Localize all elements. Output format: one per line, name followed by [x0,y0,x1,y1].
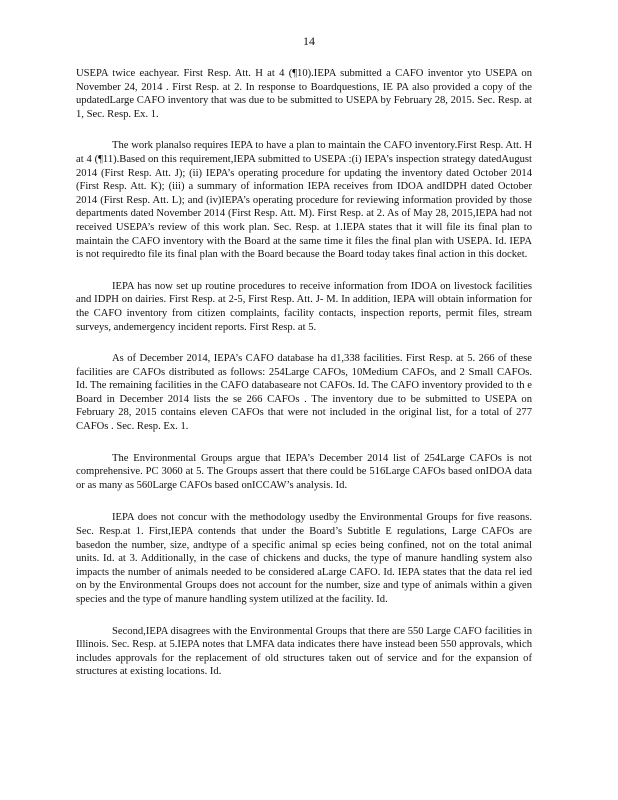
paragraph-routine-procedures: IEPA has now set up routine procedures to receive information from IDOA on livestock facilities and IDPH on dairies. First Resp. at 2-5, First Resp. Att. J- M. In addition, IEPA will obtain information for the CAFO inventory from citizen complaints, facility contacts, inspection reports, permit files, stream surveys, andemergency incident reports. First Resp. at 5. [76,280,532,333]
paragraph-work-plan: The work planalso requires IEPA to have a plan to maintain the CAFO inventory.First Resp. Att. H at 4 (¶11).Based on this requirement,IEPA submitted to USEPA :(i) IEPA’s inspection strategy datedAugust 2014 (First Resp. Att. J); (ii) IEPA’s operating procedure for updating the inventory dated October 2014 (First Resp. Att. K); (iii) a summary of information IEPA receives from IDOA andIDPH dated October 2014 (First Resp. Att. L); and (iv)IEPA’s operating procedure for reviewing information provided by those departments dated November 2014 (First Resp. Att. M). First Resp. at 2. As of May 28, 2015,IEPA had not received USEPA’s review of this work plan. Sec. Resp. at 1.IEPA states that it will file its final plan to maintain the CAFO inventory with the Board at the same time it files the final plan with USEPA. Id. IEPA is not requiredto file its final plan with the Board because the Board today takes final action in this docket. [76,140,532,261]
paragraph-methodology-disagreement: IEPA does not concur with the methodology usedby the Environmental Groups for five reasons. Sec. Resp.at 1. First,IEPA contends that under the Board’s Subtitle E regulations, Large CAFOs are basedon the number, size, andtype of a specific animal sp ecies being confined, not on the total animal units. Id. at 3. Additionally, in the case of chickens and ducks, the type of manure handling system also impacts the number of animals needed to be considered aLarge CAFO. Id. IEPA states that the data rel ied on by the Environmental Groups does not account for the number, size and type of animals within a given species and the type of manure handling system utilized at the facility. Id. [76,512,532,605]
paragraph-environmental-groups-argument: The Environmental Groups argue that IEPA’s December 2014 list of 254Large CAFOs is not comprehensive. PC 3060 at 5. The Groups assert that there could be 516Large CAFOs based onIDOA data or as many as 560Large CAFOs based onICCAW’s analysis. Id. [76,452,532,491]
paragraph-cafo-database: As of December 2014, IEPA’s CAFO database ha d1,338 facilities. First Resp. at 5. 266 of these facilities are CAFOs distributed as follows: 254Large CAFOs, 10Medium CAFOs, and 2 Small CAFOs. Id. The remaining facilities in the CAFO databaseare not CAFOs. Id. The CAFO inventory provided to th e Board in December 2014 lists the se 266 CAFOs . The inventory due to be submitted to USEPA on February 28, 2015 contains eleven CAFOs that were not included in the original list, for a total of 277 CAFOs . Sec. Resp. Ex. 1. [76,353,532,433]
paragraph-usepa-inventory-submission: USEPA twice eachyear. First Resp. Att. H at 4 (¶10).IEPA submitted a CAFO inventor yto USEPA on November 24, 2014 . First Resp. at 2. In response to Boardquestions, IE PA also provided a copy of the updatedLarge CAFO inventory that was due to be submitted to USEPA by February 28, 2015. Sec. Resp. at 1, Sec. Resp. Ex. 1. [76,68,532,120]
document-body [76,67,532,696]
paragraph-lmfa-approvals: Second,IEPA disagrees with the Environmental Groups that there are 550 Large CAFO facilities in Illinois. Sec. Resp. at 5.IEPA notes that LMFA data indicates there have instead been 550 approvals, which includes approvals for the replacement of old structures taken out of service and for the expansion of structures at existing locations. Id. [76,625,532,678]
page-number: 14 [303,34,315,48]
